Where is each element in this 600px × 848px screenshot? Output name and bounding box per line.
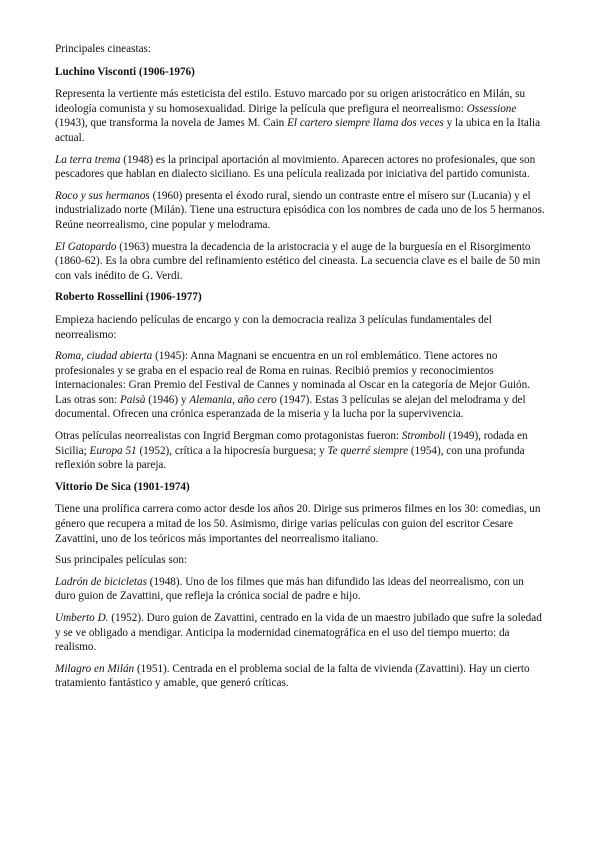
section-heading: Vittorio De Sica (1901-1974)	[55, 480, 190, 493]
body-paragraph	[55, 611, 547, 655]
film-title: Stromboli	[401, 430, 446, 443]
text-run: (1945): Anna Magnani se encuentra en un rol emblemático. Tiene actores no profesionales y se graba en el espacio real de Roma en ruinas. Recibió premios y reconocimientos internacionales: Gran Premio del Festival de Cannes y nominada al Oscar en la categoría de Mejor Guión. Las otras son:	[55, 350, 531, 406]
film-title: Te querré siempre	[327, 444, 409, 457]
film-title: Europa 51	[89, 444, 137, 457]
text-run: (1952). Duro guion de Zavattini, centrado en la vida de un maestro jubilado que sufre la soledad y se ve obligado a mendigar. Anticipa la modernidad cinematográfica en el uso del tiempo muerto: da realismo.	[55, 612, 542, 654]
text-run: (1943), que transforma la novela de James M. Cain	[55, 117, 288, 130]
text-run: Otras películas neorrealistas con Ingrid Bergman como protagonistas fueron:	[55, 430, 402, 443]
film-title: La terra trema	[55, 153, 121, 166]
body-paragraph	[55, 349, 547, 422]
film-title: Alemania, año cero	[189, 393, 277, 406]
body-paragraph	[55, 502, 547, 546]
text-run: (1946) y	[145, 393, 190, 406]
body-paragraph	[55, 153, 547, 182]
body-paragraph	[55, 87, 547, 145]
intro-text: Principales cineastas:	[55, 43, 151, 55]
section-heading: Luchino Visconti (1906-1976)	[55, 65, 195, 78]
film-title: El Gatopardo	[55, 240, 117, 253]
film-title: Roma, ciudad abierta	[55, 350, 153, 363]
body-paragraph	[55, 662, 547, 691]
text-run: (1949), rodada en Sicilia;	[55, 430, 528, 457]
film-title: El cartero siempre llama dos veces	[287, 117, 444, 130]
film-title: Roco y sus hermanos	[55, 189, 150, 202]
text-run: (1954), con una profunda reflexión sobre la pareja.	[55, 444, 525, 472]
film-title: Ossessione	[466, 102, 517, 115]
document-body	[55, 42, 547, 698]
section-heading: Roberto Rossellini (1906-1977)	[55, 291, 202, 304]
text-run: Tiene una prolífica carrera como actor desde los años 20. Dirige sus primeros filmes en los 30: comedias, un género que recupera a mitad de los 50. Asimismo, dirige varias películas con guion del escritor Cesare Zavattini, uno de los teóricos más importantes del neorrealismo italiano.	[55, 503, 541, 545]
text-run: (1952), crítica a la hipocresía burguesa; y	[136, 444, 328, 457]
text-run: (1951). Centrada en el problema social de la falta de vivienda (Zavattini). Hay un cierto tratamiento fantástico y amable, que generó críticas.	[55, 662, 530, 690]
text-run: Sus principales películas son:	[55, 554, 188, 567]
text-run: (1960) presenta el éxodo rural, siendo un contraste entre el mísero sur (Lucania) y el industrializado norte (Milán). Tiene una estructura episódica con los nombres de cada uno de los 5 hermanos. Reúne neorrealismo, cine popular y melodrama.	[55, 189, 545, 231]
text-run: (1948) es la principal aportación al movimiento. Aparecen actores no profesionales, que son pescadores que hablan en dialecto siciliano. Es una película realizada por iniciativa del partido comunista.	[55, 153, 536, 181]
body-paragraph	[55, 313, 547, 342]
film-title: Milagro en Milán	[55, 662, 135, 675]
body-paragraph	[55, 553, 547, 568]
film-title: Paisà	[119, 393, 146, 406]
film-title: Umberto D.	[55, 612, 109, 624]
text-run: y la ubica en la Italia actual.	[55, 117, 541, 144]
body-paragraph	[55, 240, 547, 284]
body-paragraph	[55, 189, 547, 233]
text-run: (1963) muestra la decadencia de la aristocracia y el auge de la burguesía en el Risorgimento (1860-62). Es la obra cumbre del refinamiento estético del cineasta. La secuencia clave es el baile de 50 min con vals inédito de G. Verdi.	[55, 240, 541, 282]
text-run: (1947). Estas 3 películas se alejan del melodrama y del documental. Ofrecen una crónica esperanzada de la miseria y la lucha por la supervivencia.	[55, 393, 526, 421]
text-run: Empieza haciendo películas de encargo y con la democracia realiza 3 películas fundamentales del neorrealismo:	[55, 313, 492, 341]
body-paragraph	[55, 575, 547, 604]
text-run: Representa la vertiente más esteticista del estilo. Estuvo marcado por su origen aristocrático en Milán, su ideología comunista y su homosexualidad. Dirige la película que prefigura el neorrealismo:	[55, 88, 526, 115]
film-title: Ladrón de bicicletas	[55, 575, 147, 588]
body-paragraph	[55, 429, 547, 473]
text-run: (1948). Uno de los filmes que más han difundido las ideas del neorrealismo, con un duro guion de Zavattini, que refleja la crónica social de padre e hijo.	[55, 575, 524, 603]
